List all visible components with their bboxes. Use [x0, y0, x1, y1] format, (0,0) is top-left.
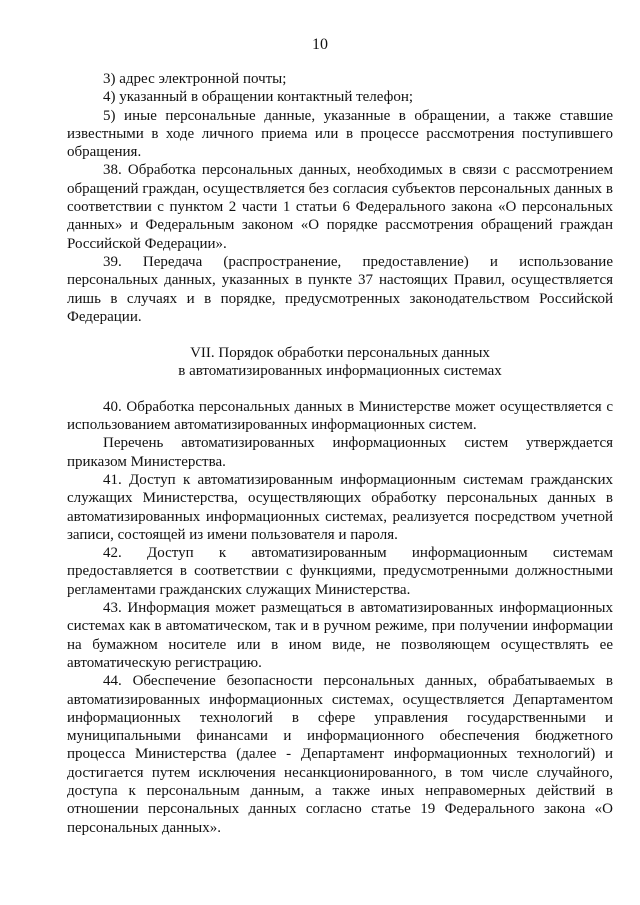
section-heading-line-2: в автоматизированных информационных системах [178, 363, 502, 380]
paragraph-38: 38. Обработка персональных данных, необходимых в связи с рассмотрением обращений граждан, осуществляется без согласия субъектов персональных данных в соответствии с пунктом 2 части 1 статьи 6 Федерального закона «О персональных данных» и Федеральным законом «О порядке рассмотрения обращений граждан Российской Федерации». [67, 162, 613, 252]
list-item-phone: 4) указанный в обращении контактный телефон; [103, 89, 414, 106]
paragraph-42: 42. Доступ к автоматизированным информационным системам предоставляется в соответствии с функциями, предусмотренными должностными регламентами гражданских служащих Министерства. [67, 545, 613, 598]
paragraph-41: 41. Доступ к автоматизированным информационным системам гражданских служащих Министерства, осуществляющих обработку персональных данных в автоматизированных информационных системах, реализуется посредством учетной записи, состоящей из имени пользователя и пароля. [67, 471, 613, 543]
section-heading-line-1: VII. Порядок обработки персональных данных [190, 345, 490, 362]
paragraph-40-list: Перечень автоматизированных информационных систем утверждается приказом Министерства. [67, 435, 613, 470]
list-item-other-personal-data: 5) иные персональные данные, указанные в обращении, а также ставшие известными в ходе личного приема или в процессе рассмотрения поступившего обращения. [67, 107, 613, 161]
paragraph-43: 43. Информация может размещаться в автоматизированных информационных системах как в автоматическом, так и в ручном режиме, при получении информации на бумажном носителе или в ином виде, не позволяющем осуществлять ее автоматическую регистрацию. [67, 600, 613, 671]
section-heading [67, 344, 613, 381]
paragraph-40: 40. Обработка персональных данных в Министерстве может осуществляется с использованием автоматизированных информационных систем. [67, 398, 613, 434]
document-body [67, 70, 613, 837]
list-item-email: 3) адрес электронной почты; [103, 71, 287, 87]
paragraph-44: 44. Обеспечение безопасности персональных данных, обрабатываемых в автоматизированных информационных системах, осуществляется Департаментом информационных технологий в сфере управления государственными и муниципальными финансами и информационного обеспечения бюджетного процесса Министерства (далее - Департамент информационных технологий) и достигается путем исключения несанкционированного, в том числе случайного, доступа к персональным данным, а также иных неправомерных действий в отношении персональных данных согласно статье 19 Федерального закона «О персональных данных». [67, 673, 613, 836]
page-number: 10 [312, 36, 328, 53]
paragraph-39: 39. Передача (распространение, предоставление) и использование персональных данных, указанных в пункте 37 настоящих Правил, осуществляется лишь в случаях и в порядке, предусмотренных законодательством Российской Федерации. [67, 253, 613, 325]
